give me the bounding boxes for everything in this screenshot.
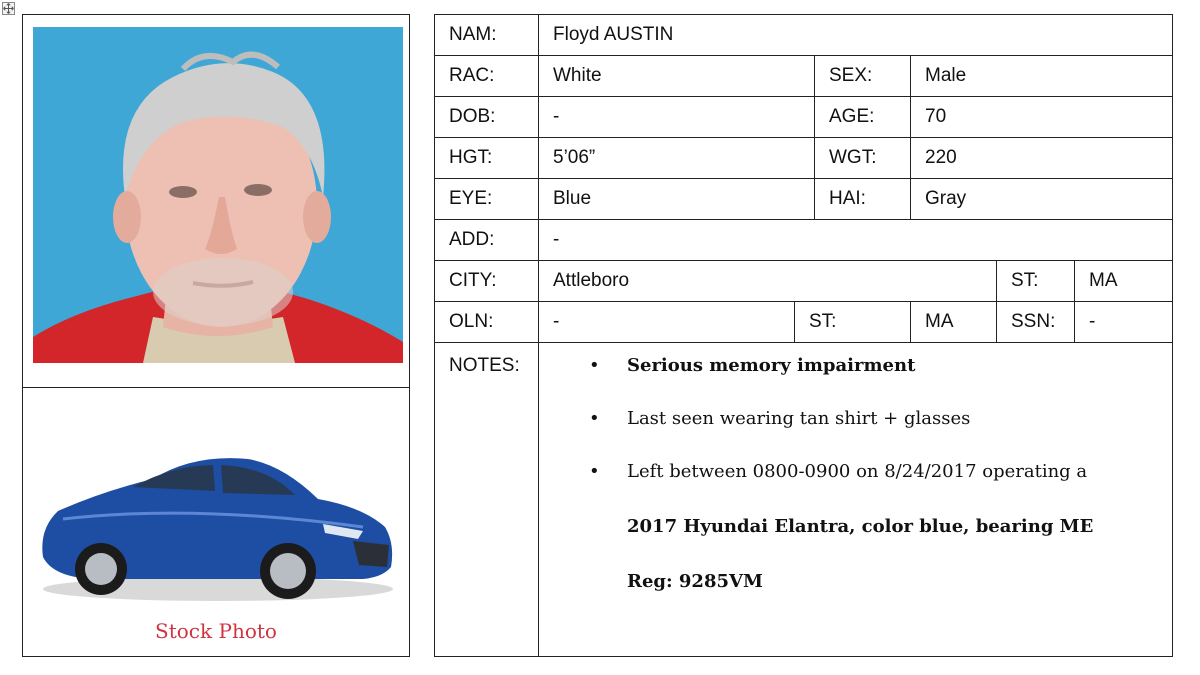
age-value: 70 — [911, 97, 1173, 138]
sex-label: SEX: — [815, 56, 911, 97]
note-text: Left between 0800-0900 on 8/24/2017 operating a — [627, 461, 1088, 482]
dob-value: - — [539, 97, 815, 138]
oln-state-value: MA — [911, 302, 997, 343]
row-eye-hair — [435, 179, 1173, 220]
note-item — [539, 408, 1172, 429]
city-label: CITY: — [435, 261, 539, 302]
table-move-handle-icon[interactable] — [2, 2, 15, 15]
note-text: Last seen wearing tan shirt + glasses — [627, 408, 971, 429]
dob-label: DOB: — [435, 97, 539, 138]
state-value: MA — [1075, 261, 1173, 302]
name-label: NAM: — [435, 15, 539, 56]
ssn-value: - — [1075, 302, 1173, 343]
bullet-icon: • — [589, 461, 600, 482]
bullet-icon: • — [589, 408, 600, 429]
hair-value: Gray — [911, 179, 1173, 220]
photo-cell — [22, 14, 410, 388]
oln-value: - — [539, 302, 795, 343]
note-registration: Reg: 9285VM — [627, 571, 763, 592]
oln-state-label: ST: — [795, 302, 911, 343]
car-photo — [33, 449, 398, 604]
height-value: 5’06” — [539, 138, 815, 179]
address-label: ADD: — [435, 220, 539, 261]
race-value: White — [539, 56, 815, 97]
age-label: AGE: — [815, 97, 911, 138]
row-name — [435, 15, 1173, 56]
state-label: ST: — [997, 261, 1075, 302]
hair-label: HAI: — [815, 179, 911, 220]
row-height-weight — [435, 138, 1173, 179]
weight-value: 220 — [911, 138, 1173, 179]
row-city-state — [435, 261, 1173, 302]
eye-label: EYE: — [435, 179, 539, 220]
row-oln-ssn — [435, 302, 1173, 343]
note-text: Serious memory impairment — [627, 355, 916, 376]
row-address — [435, 220, 1173, 261]
bullet-icon: • — [589, 355, 600, 376]
weight-label: WGT: — [815, 138, 911, 179]
row-dob-age — [435, 97, 1173, 138]
note-vehicle: 2017 Hyundai Elantra, color blue, bearing ME — [627, 516, 1094, 537]
subject-photo — [33, 27, 403, 363]
notes-list — [539, 355, 1172, 592]
city-value: Attleboro — [539, 261, 997, 302]
notes-label: NOTES: — [435, 343, 539, 657]
stock-photo-caption: Stock Photo — [155, 619, 277, 643]
oln-label: OLN: — [435, 302, 539, 343]
race-label: RAC: — [435, 56, 539, 97]
address-value: - — [539, 220, 1173, 261]
ssn-label: SSN: — [997, 302, 1075, 343]
note-item — [539, 355, 1172, 376]
height-label: HGT: — [435, 138, 539, 179]
row-notes — [435, 343, 1173, 657]
sex-value: Male — [911, 56, 1173, 97]
eye-value: Blue — [539, 179, 815, 220]
name-value: Floyd AUSTIN — [539, 15, 1173, 56]
car-cell — [22, 387, 410, 657]
info-table — [434, 14, 1173, 657]
notes-cell — [539, 343, 1173, 657]
note-item — [539, 461, 1172, 592]
row-race-sex — [435, 56, 1173, 97]
